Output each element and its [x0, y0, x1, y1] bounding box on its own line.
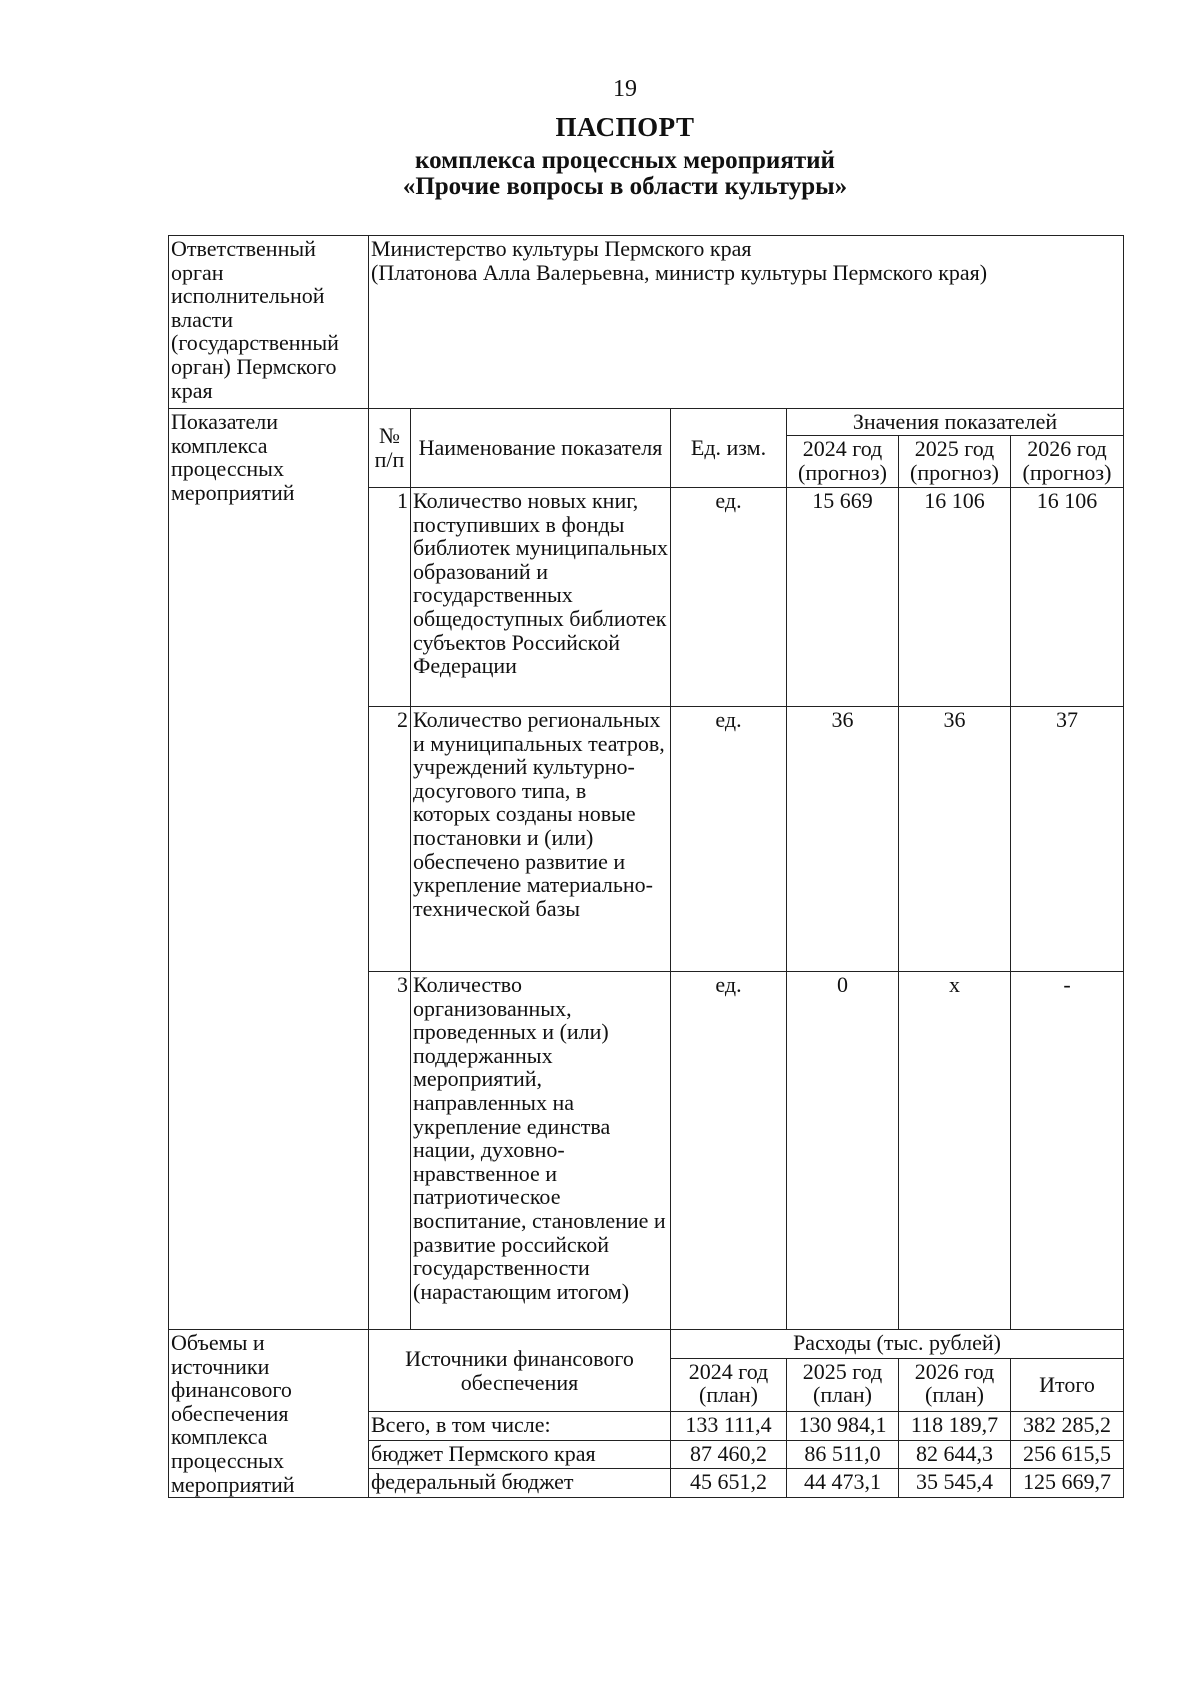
finance-value: 118 189,7	[899, 1412, 1011, 1441]
indicator-value: 16 106	[899, 488, 1011, 707]
finance-value: 45 651,2	[671, 1469, 787, 1498]
finance-value: 256 615,5	[1011, 1440, 1124, 1469]
header-sources: Источники финансового обеспечения	[369, 1330, 671, 1412]
indicators-label: Показатели комплекса процессных мероприятий	[169, 409, 369, 1330]
finance-value: 382 285,2	[1011, 1412, 1124, 1441]
finance-value: 125 669,7	[1011, 1469, 1124, 1498]
indicator-name: Количество региональных и муниципальных театров, учреждений культурно-досугового типа, в которых созданы новые постановки и (или) обеспечено развитие и укрепление материально-технической базы	[411, 707, 671, 972]
header-total: Итого	[1011, 1358, 1124, 1411]
header-unit: Ед. изм.	[671, 409, 787, 488]
header-num: № п/п	[369, 409, 411, 488]
indicator-value: 15 669	[787, 488, 899, 707]
finance-source: Всего, в том числе:	[369, 1412, 671, 1441]
indicator-value: 36	[899, 707, 1011, 972]
indicator-name: Количество организованных, проведенных и (или) поддержанных мероприятий, направленных на укрепление единства нации, духовно-нравственное и патриотическое воспитание, становление и развитие российской государственности (нарастающим итогом)	[411, 972, 671, 1330]
responsible-row	[169, 236, 1124, 409]
indicator-value: х	[899, 972, 1011, 1330]
finance-value: 87 460,2	[671, 1440, 787, 1469]
indicator-num: 2	[369, 707, 411, 972]
finance-value: 82 644,3	[899, 1440, 1011, 1469]
header-values-group: Значения показателей	[787, 409, 1124, 436]
finance-value: 35 545,4	[899, 1469, 1011, 1498]
passport-table	[168, 235, 1124, 1498]
finance-value: 44 473,1	[787, 1469, 899, 1498]
finance-label: Объемы и источники финансового обеспечения комплекса процессных мероприятий	[169, 1330, 369, 1498]
responsible-ministry: Министерство культуры Пермского края	[371, 236, 752, 261]
indicator-value: 37	[1011, 707, 1124, 972]
header-expenses-group: Расходы (тыс. рублей)	[671, 1330, 1124, 1359]
subtitle-line: «Прочие вопросы в области культуры»	[402, 173, 848, 200]
header-plan-2024: 2024 год (план)	[671, 1358, 787, 1411]
responsible-label: Ответственный орган исполнительной власти (государственный орган) Пермского края	[169, 236, 369, 409]
indicator-unit: ед.	[671, 972, 787, 1330]
indicator-value: 36	[787, 707, 899, 972]
indicator-value: 16 106	[1011, 488, 1124, 707]
finance-value: 133 111,4	[671, 1412, 787, 1441]
header-indicator-name: Наименование показателя	[411, 409, 671, 488]
finance-header-row	[169, 1330, 1124, 1359]
indicators-header-row	[169, 409, 1124, 436]
finance-value: 130 984,1	[787, 1412, 899, 1441]
header-year-2024: 2024 год (прогноз)	[787, 436, 899, 488]
indicator-value: 0	[787, 972, 899, 1330]
responsible-person: (Платонова Алла Валерьевна, министр культуры Пермского края)	[371, 259, 988, 285]
indicator-name: Количество новых книг, поступивших в фонды библиотек муниципальных образований и государственных общедоступных библиотек субъектов Российской Федерации	[411, 488, 671, 707]
finance-source: федеральный бюджет	[369, 1469, 671, 1498]
header-year-2025: 2025 год (прогноз)	[899, 436, 1011, 488]
indicator-unit: ед.	[671, 707, 787, 972]
indicator-unit: ед.	[671, 488, 787, 707]
document-subtitle	[0, 148, 1200, 200]
subtitle-line: комплекса процессных мероприятий	[415, 147, 835, 174]
document-title: ПАСПОРТ	[555, 112, 695, 142]
header-plan-2026: 2026 год (план)	[899, 1358, 1011, 1411]
indicator-value: -	[1011, 972, 1124, 1330]
finance-source: бюджет Пермского края	[369, 1440, 671, 1469]
header-year-2026: 2026 год (прогноз)	[1011, 436, 1124, 488]
page-number: 19	[613, 76, 637, 102]
indicator-num: 3	[369, 972, 411, 1330]
finance-value: 86 511,0	[787, 1440, 899, 1469]
indicator-num: 1	[369, 488, 411, 707]
responsible-value	[369, 236, 1124, 409]
header-plan-2025: 2025 год (план)	[787, 1358, 899, 1411]
